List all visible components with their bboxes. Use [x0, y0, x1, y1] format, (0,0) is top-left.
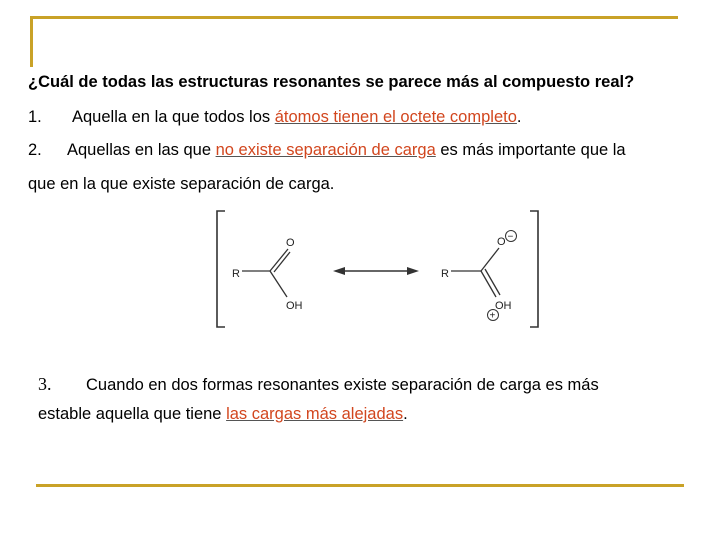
negative-charge-sign: − [507, 231, 514, 243]
item-2 [28, 141, 626, 160]
frame-top-rule [30, 16, 678, 19]
item-3-continuation [38, 405, 408, 424]
item-1-highlight: átomos tienen el octete completo [274, 108, 517, 126]
left-bracket [217, 211, 225, 327]
right-bracket [530, 211, 538, 327]
resonance-scheme [205, 205, 550, 335]
item-2-continuation: que en la que existe separación de carga. [28, 175, 335, 193]
left-oh-label: OH [286, 300, 303, 312]
item-2-highlight: no existe separación de carga [215, 141, 436, 159]
item-2-number: 2. [28, 141, 42, 159]
item-1-end: . [516, 108, 522, 126]
left-r-label: R [232, 268, 240, 280]
item-2-end: es más importante que la [435, 141, 626, 159]
item-3-end: . [403, 405, 408, 423]
question-heading: ¿Cuál de todas las estructuras resonantes se parece más al compuesto real? [28, 73, 635, 91]
left-o-label: O [286, 237, 295, 249]
item-1-text: Aquella en la que todos los [72, 108, 275, 126]
left-structure [232, 237, 303, 312]
right-structure [441, 231, 517, 322]
item-1-number: 1. [28, 108, 42, 126]
resonance-arrow [333, 267, 419, 275]
item-1 [28, 108, 521, 127]
right-r-label: R [441, 268, 449, 280]
item-3-text: Cuando en dos formas resonantes existe separación de carga es más [86, 376, 599, 394]
frame-left-rule [30, 16, 33, 67]
right-o-label: O [497, 236, 506, 248]
right-oh-label: OH [495, 300, 512, 312]
positive-charge-sign: + [489, 310, 496, 322]
item-3-number: 3. [38, 374, 52, 394]
frame-bottom-rule [36, 484, 684, 487]
item-3-highlight: las cargas más alejadas [226, 405, 404, 423]
item-2-text: Aquellas en las que [67, 141, 216, 159]
item-3-text-2: estable aquella que tiene [38, 405, 227, 423]
item-3 [38, 374, 599, 395]
